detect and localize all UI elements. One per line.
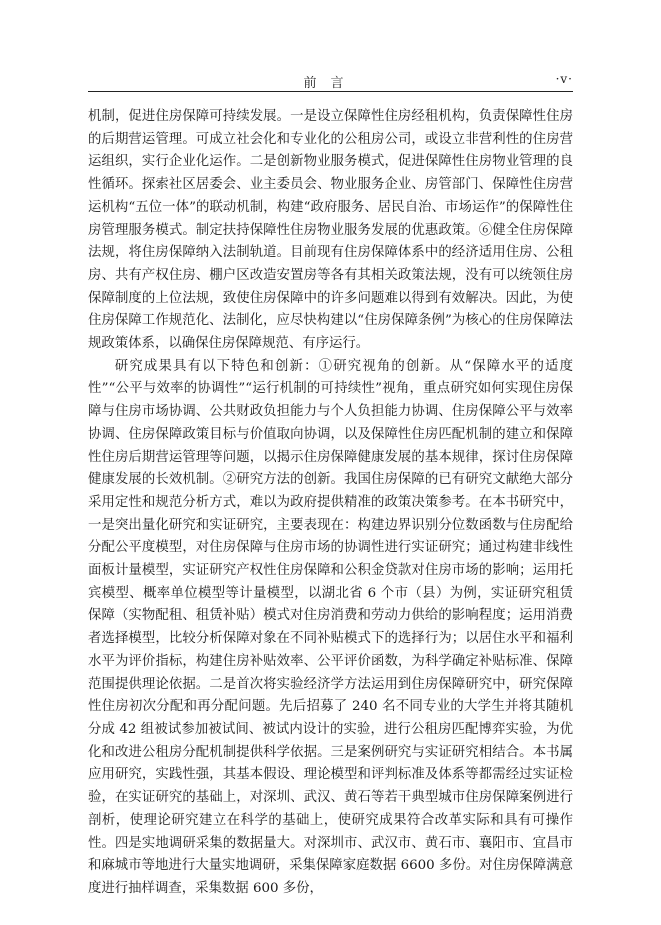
- body-text: [88, 106, 573, 901]
- page-number: ·v·: [555, 72, 573, 86]
- header-rule: [88, 91, 573, 92]
- page-header: [88, 68, 573, 92]
- running-head-title: 前言: [303, 76, 358, 91]
- paragraph-continued: 机制，促进住房保障可持续发展。一是设立保障性住房经租机构，负责保障性住房的后期营运管理。可成立社会化和专业化的公租房公司，或设立非营利性的住房营运组织，实行企业化运作。二是创新物业服务模式，促进保障性住房物业管理的良性循环。探索社区居委会、业主委员会、物业服务企业、房管部门、保障性住房营运机构“五位一体”的联动机制，构建“政府服务、居民自治、市场运作”的保障性住房管理服务模式。制定扶持保障性住房物业服务发展的优惠政策。⑥健全住房保障法规，将住房保障纳入法制轨道。目前现有住房保障体系中的经济适用住房、公租房、共有产权住房、棚户区改造安置房等各有其相关政策法规，没有可以统领住房保障制度的上位法规，致使住房保障中的许多问题难以得到有效解决。因此，为使住房保障工作规范化、法制化，应尽快构建以“住房保障条例”为核心的住房保障法规政策体系，以确保住房保障规范、有序运行。: [88, 109, 573, 352]
- paragraph-features-innovations: 研究成果具有以下特色和创新：①研究视角的创新。从“保障水平的适度性”“公平与效率的协调性”“运行机制的可持续性”视角，重点研究如何实现住房保障与住房市场协调、公共财政负担能力与个人负担能力协调、住房保障公平与效率协调、住房保障政策目标与价值取向协调，以及保障性住房匹配机制的建立和保障性住房后期营运管理等问题，以揭示住房保障健康发展的基本规律，探讨住房保障健康发展的长效机制。②研究方法的创新。我国住房保障的已有研究文献绝大部分采用定性和规范分析方式，难以为政府提供精准的政策决策参考。在本书研究中，一是突出量化研究和实证研究，主要表现在：构建边界识别分位数函数与住房配给分配公平度模型，对住房保障与住房市场的协调性进行实证研究；通过构建非线性面板计量模型，实证研究产权性住房保障和公积金贷款对住房市场的影响；运用托宾模型、概率单位模型等计量模型，以湖北省 6 个市（县）为例，实证研究租赁保障（实物配租、租赁补贴）模式对住房消费和劳动力供给的影响程度；运用消费者选择模型，比较分析保障对象在不同补贴模式下的选择行为；以居住水平和福利水平为评价指标，构建住房补贴效率、公平评价函数，为科学确定补贴标准、保障范围提供理论依据。二是首次将实验经济学方法运用到住房保障研究中，研究保障性住房初次分配和再分配问题。先后招募了 240 名不同专业的大学生并将其随机分成 42 组被试参加被试间、被试内设计的实验，进行公租房匹配博弈实验，为优化和改进公租房分配机制提供科学依据。三是案例研究与实证研究相结合。本书属应用研究，实践性强，其基本假设、理论模型和评判标准及体系等都需经过实证检验，在实证研究的基础上，对深圳、武汉、黄石等若干典型城市住房保障案例进行剖析，使理论研究建立在科学的基础上，使研究成果符合改革实际和具有可操作性。四是实地调研采集的数据量大。对深圳市、武汉市、黄石市、襄阳市、宜昌市和麻城市等地进行大量实地调研，采集保障家庭数据 6600 多份。对住房保障满意度进行抽样调查，采集数据 600 多份，: [88, 358, 573, 896]
